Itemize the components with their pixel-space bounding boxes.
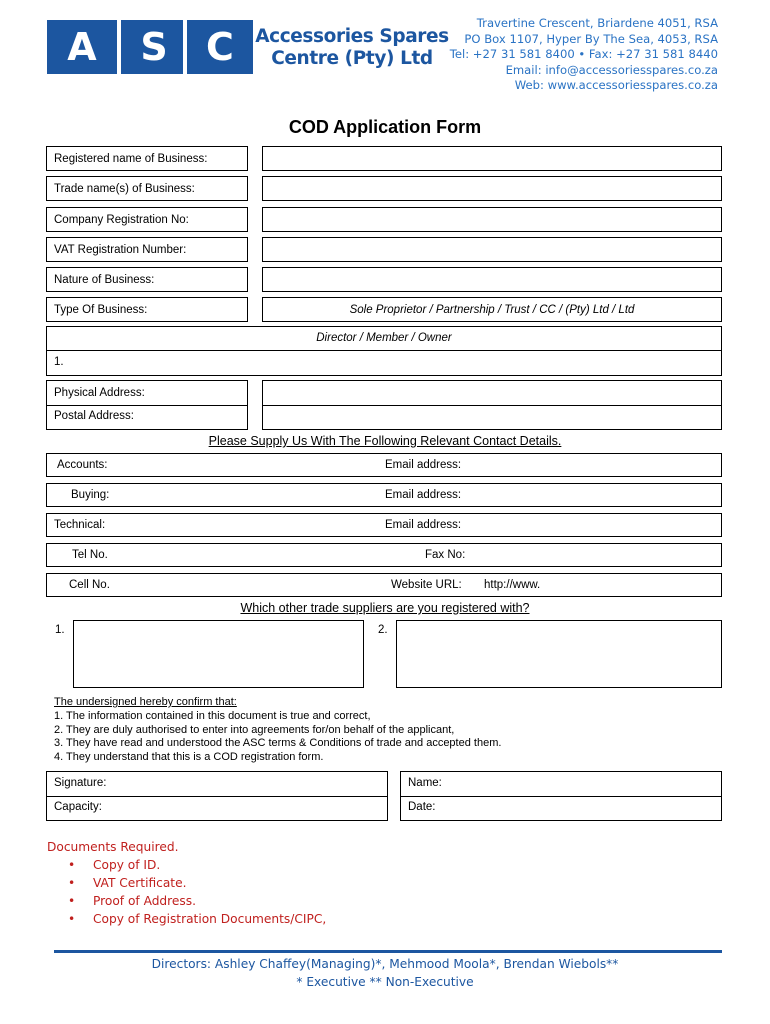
documents-heading: Documents Required.	[47, 840, 179, 854]
vat-registration-label: VAT Registration Number:	[46, 237, 248, 262]
declaration-item: 1. The information contained in this document is true and correct,	[54, 709, 371, 722]
website-url-label: Website URL:	[391, 579, 462, 591]
director-row-1[interactable]: 1.	[54, 356, 64, 368]
po-box-line: PO Box 1107, Hyper By The Sea, 4053, RSA	[464, 31, 718, 46]
tel-label: Tel No.	[72, 549, 108, 561]
address-line: Travertine Crescent, Briardene 4051, RSA	[476, 16, 718, 30]
logo-letter-s: S	[117, 20, 187, 74]
documents-required	[47, 838, 326, 928]
tel-row[interactable]	[46, 543, 722, 567]
registered-name-label: Registered name of Business:	[46, 146, 248, 171]
accounts-row[interactable]	[46, 453, 722, 477]
footer-divider	[54, 950, 722, 953]
document-item: • Copy of Registration Documents/CIPC,	[93, 910, 326, 928]
logo-letter-a: A	[47, 20, 117, 74]
supplier-2-field[interactable]	[396, 620, 722, 688]
document-item: • Proof of Address.	[93, 892, 326, 910]
postal-address-label: Postal Address:	[54, 410, 134, 422]
vat-registration-field[interactable]	[262, 237, 722, 262]
accounts-label: Accounts:	[57, 459, 108, 471]
address-labels-divider	[46, 405, 248, 406]
document-item: • VAT Certificate.	[93, 874, 326, 892]
postal-address-field[interactable]	[263, 406, 721, 429]
type-of-business-options[interactable]: Sole Proprietor / Partnership / Trust / CC / (Pty) Ltd / Ltd	[262, 297, 722, 322]
signature-label: Signature:	[54, 777, 107, 789]
type-of-business-label: Type Of Business:	[46, 297, 248, 322]
supplier-1-label: 1.	[55, 624, 65, 636]
web-line: Web: www.accessoriesspares.co.za	[514, 78, 718, 92]
phone-fax-line: Tel: +27 31 581 8400 • Fax: +27 31 581 8440	[449, 47, 718, 61]
buying-row[interactable]	[46, 483, 722, 507]
registered-name-field[interactable]	[262, 146, 722, 171]
capacity-label: Capacity:	[54, 801, 102, 813]
name-field[interactable]	[450, 772, 720, 795]
nature-of-business-label: Nature of Business:	[46, 267, 248, 292]
suppliers-heading: Which other trade suppliers are you registered with?	[240, 601, 530, 615]
trade-name-label: Trade name(s) of Business:	[46, 176, 248, 201]
buying-label: Buying:	[71, 489, 110, 501]
contact-details-heading: Please Supply Us With The Following Relevant Contact Details.	[208, 434, 562, 448]
physical-address-label: Physical Address:	[54, 387, 145, 399]
directors-line: Directors: Ashley Chaffey(Managing)*, Mehmood Moola*, Brendan Wiebols**	[151, 957, 619, 971]
declaration-heading: The undersigned hereby confirm that:	[54, 696, 237, 708]
declaration	[54, 696, 501, 765]
company-name: Accessories Spares Centre (Pty) Ltd	[255, 26, 449, 69]
physical-address-field[interactable]	[263, 381, 721, 405]
declaration-item: 2. They are duly authorised to enter into agreements for/on behalf of the applicant,	[54, 723, 455, 736]
cell-row[interactable]	[46, 573, 722, 597]
cell-label: Cell No.	[69, 579, 110, 591]
date-label: Date:	[408, 801, 436, 813]
nature-of-business-field[interactable]	[262, 267, 722, 292]
declaration-item: 4. They understand that this is a COD registration form.	[54, 751, 324, 764]
footer	[0, 955, 770, 991]
company-registration-field[interactable]	[262, 207, 722, 232]
supplier-1-field[interactable]	[73, 620, 364, 688]
company-registration-label: Company Registration No:	[46, 207, 248, 232]
document-item: • Copy of ID.	[93, 856, 326, 874]
director-section: Director / Member / Owner	[46, 326, 722, 376]
directors-legend: * Executive ** Non-Executive	[296, 975, 474, 989]
name-label: Name:	[408, 777, 442, 789]
accounts-email-label: Email address:	[385, 459, 462, 471]
trade-name-field[interactable]	[262, 176, 722, 201]
declaration-item: 3. They have read and understood the ASC terms & Conditions of trade and accepted them.	[54, 737, 502, 750]
email-line: Email: info@accessoriesspares.co.za	[505, 62, 718, 77]
technical-label: Technical:	[54, 519, 106, 531]
page-title: COD Application Form	[288, 117, 482, 137]
logo-letter-c: C	[183, 20, 253, 74]
capacity-field[interactable]	[120, 797, 386, 820]
website-url-prefix: http://www.	[484, 579, 541, 591]
buying-email-label: Email address:	[385, 489, 462, 501]
technical-row[interactable]	[46, 513, 722, 537]
documents-list	[47, 856, 326, 928]
date-field[interactable]	[450, 797, 720, 820]
supplier-2-label: 2.	[378, 624, 388, 636]
company-contact-block	[450, 16, 718, 94]
fax-label: Fax No:	[425, 549, 466, 561]
signature-field[interactable]	[120, 772, 386, 795]
technical-email-label: Email address:	[385, 519, 462, 531]
director-divider	[46, 350, 722, 351]
